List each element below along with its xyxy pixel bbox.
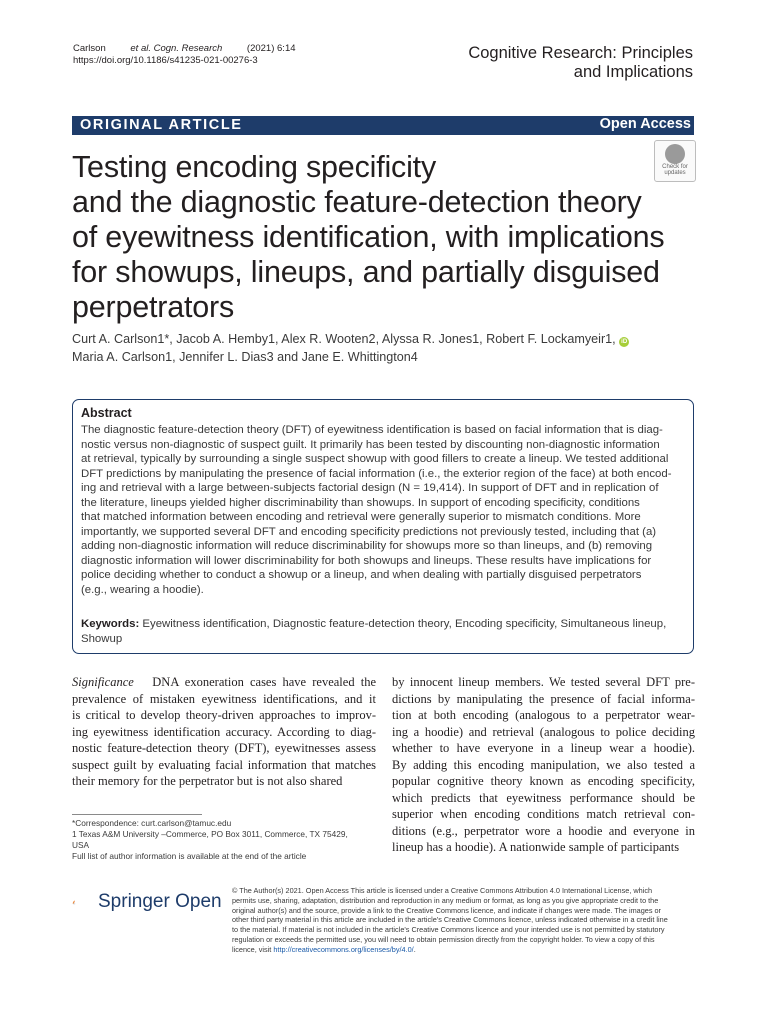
abstract-heading: Abstract — [81, 406, 132, 420]
body-left-column — [72, 674, 376, 790]
body-line: popular cognitive theory known as encoding specificity, — [392, 774, 695, 788]
check-for-updates-badge[interactable] — [654, 140, 696, 182]
body-line — [72, 674, 376, 691]
springer-open-logo — [98, 890, 222, 914]
article-type-label: ORIGINAL ARTICLE — [80, 117, 243, 133]
badge-line-1: Check for — [662, 164, 688, 170]
body-line: which predicts that eyewitness performance should be — [392, 790, 695, 805]
correspondence: *Correspondence: curt.carlson@tamuc.edu — [72, 818, 232, 828]
check-updates-icon — [665, 144, 685, 164]
significance-lead: Significance — [72, 675, 134, 689]
open-access-label: Open Access — [599, 116, 691, 132]
license-line: permits use, sharing, adaptation, distribution and reproduction in any medium or format, as long as you give appropriate credit to the — [232, 895, 659, 905]
body-right-column — [392, 674, 695, 856]
badge-line-2: updates — [664, 170, 686, 176]
license-line: to the material. If material is not included in the article's Creative Commons licence and your intended use is not permitted by statutory — [232, 925, 665, 935]
abstract-line: ing and retrieval with a large between-subjects factorial design (N = 19,414). In support of DFT and in replication of — [81, 482, 659, 494]
citation-year: (2021) 6:14 — [246, 43, 296, 54]
abstract-line: that matched information between encoding and retrieval were generally superior to mismatch conditions. More — [81, 511, 641, 523]
horse-logo-shape — [73, 900, 75, 903]
title-line: and the diagnostic feature-detection theory — [72, 185, 642, 219]
body-line: prevalence of mistaken eyewitness identifications, and it — [72, 691, 376, 706]
abstract-line: at retrieval, typically by surrounding a single suspect showup with good fillers to create a lineup. We tested additional — [81, 453, 669, 465]
affiliation-1: 1 Texas A&M University –Commerce, PO Box 3011, Commerce, TX 75429, — [72, 829, 348, 839]
journal-name — [468, 44, 693, 82]
orcid-icon[interactable]: iD — [621, 339, 628, 345]
author-info-note: Full list of author information is available at the end of the article — [72, 851, 307, 861]
logo-springer: Springer — [98, 891, 170, 912]
license-last-prefix: licence, visit — [232, 944, 274, 954]
body-line: By adding this encoding manipulation, we also tested a — [392, 757, 695, 772]
title-line: perpetrators — [72, 290, 235, 324]
logo-open: Open — [175, 891, 222, 912]
citation-block — [73, 43, 318, 67]
abstract-line: importantly, we supported several DFT and encoding specificity predictions not previously tested, including that (a) — [81, 525, 657, 538]
affiliation-1-cont: USA — [72, 840, 90, 850]
springer-horse-icon — [72, 888, 96, 916]
keywords-label: Keywords: — [81, 618, 140, 630]
body-line: nostic feature-detection theory (DFT), eyewitnesses assess — [72, 741, 376, 755]
body-line: their memory for the perpetrator but is not also shared — [72, 774, 343, 788]
abstract-line: nostic versus non-diagnostic of suspect guilt. It primarily has been tested by discounting non-diagnostic information — [81, 438, 660, 451]
authors-line-2: Maria A. Carlson1, Jennifer L. Dias3 and Jane E. Whittington4 — [72, 350, 418, 364]
authors-line-1-text: Curt A. Carlson1*, Jacob A. Hemby1, Alex R. Wooten2, Alyssa R. Jones1, Robert F. Lockamyeir1, — [72, 332, 616, 346]
body-line-text: DNA exoneration cases have revealed the — [152, 675, 376, 689]
license-line: original author(s) and the source, provide a link to the Creative Commons licence, and indicate if changes were made. The images or — [232, 905, 661, 915]
citation-journal: et al. Cogn. Research — [127, 43, 223, 54]
license-url-link[interactable]: http://creativecommons.org/licenses/by/4.0/ — [273, 944, 414, 954]
abstract-line: police deciding whether to conduct a showup or a lineup, and when dealing with partially disguised perpetrators — [81, 569, 642, 581]
license-line: regulation or exceeds the permitted use, you will need to obtain permission directly from the copyright holder. To view a copy of this — [232, 934, 655, 944]
article-title — [72, 150, 672, 325]
body-line: suspect guilt by evaluating facial information that matches — [72, 757, 376, 772]
footnotes — [72, 818, 372, 862]
abstract-line: DFT predictions by manipulating the presence of facial information (i.e., the exterior region of the face) at both encod- — [81, 467, 672, 480]
citation-author: Carlson — [73, 43, 106, 54]
license-last-suffix: . — [413, 944, 416, 954]
doi-link[interactable]: https://doi.org/10.1186/s41235-021-00276-3 — [73, 55, 258, 66]
journal-line-1: Cognitive Research: Principles — [468, 44, 693, 62]
abstract-line: The diagnostic feature-detection theory (DFT) of eyewitness identification is based on facial information that is diag- — [81, 424, 663, 436]
body-line: by innocent lineup members. We tested several DFT pre- — [392, 675, 695, 689]
license-line: © The Author(s) 2021. Open Access This article is licensed under a Creative Commons Attribution 4.0 International License, which — [232, 886, 653, 895]
body-line: ditions (e.g., perpetrator wore a hoodie and everyone in — [392, 823, 695, 838]
license-line: other third party material in this article are included in the article's Creative Commons licence, unless indicated otherwise in a credit line — [232, 915, 668, 925]
title-line: Testing encoding specificity — [72, 150, 436, 184]
body-line: dictions by manipulating the presence of facial informa- — [392, 691, 695, 706]
abstract-text — [81, 423, 685, 597]
body-line: tion at both encoding (analogous to a perpetrator wear- — [392, 708, 695, 722]
keywords-text: Eyewitness identification, Diagnostic feature-detection theory, Encoding specificity, Simultaneous lineup, Showup — [81, 618, 667, 645]
authors-line-1 — [72, 330, 692, 348]
license-line — [232, 945, 698, 955]
body-line: whether to have everyone in a lineup wear a hoodie). — [392, 741, 695, 755]
body-line: ing eyewitness identification accuracy. According to diag- — [72, 724, 376, 739]
body-line: ing a hoodie) and retrieval (analogous to police deciding — [392, 724, 695, 739]
abstract-line: the literature, lineups yielded higher discriminability than showups. In support of encoding specificity, conditions — [81, 496, 640, 509]
body-line: superior when encoding conditions match retrieval con- — [392, 807, 695, 821]
abstract-line: diagnostic information will lower discriminability for both showups and lineups. These results have implications for — [81, 554, 652, 567]
keywords — [81, 617, 685, 646]
license-text — [232, 886, 698, 955]
abstract-line: adding non-diagnostic information will reduce discriminability for showups more so than lineups, and (b) removing — [81, 540, 653, 552]
footnote-divider — [72, 814, 202, 815]
body-line: is critical to develop theory-driven approaches to improv- — [72, 708, 376, 722]
journal-line-2: and Implications — [573, 63, 693, 81]
author-list — [72, 330, 692, 366]
abstract-line: (e.g., wearing a hoodie). — [81, 583, 204, 596]
body-line: lineup has a hoodie). A nationwide sample of participants — [392, 840, 680, 854]
title-line: of eyewitness identification, with implications — [72, 220, 665, 254]
title-line: for showups, lineups, and partially disguised — [72, 255, 660, 289]
